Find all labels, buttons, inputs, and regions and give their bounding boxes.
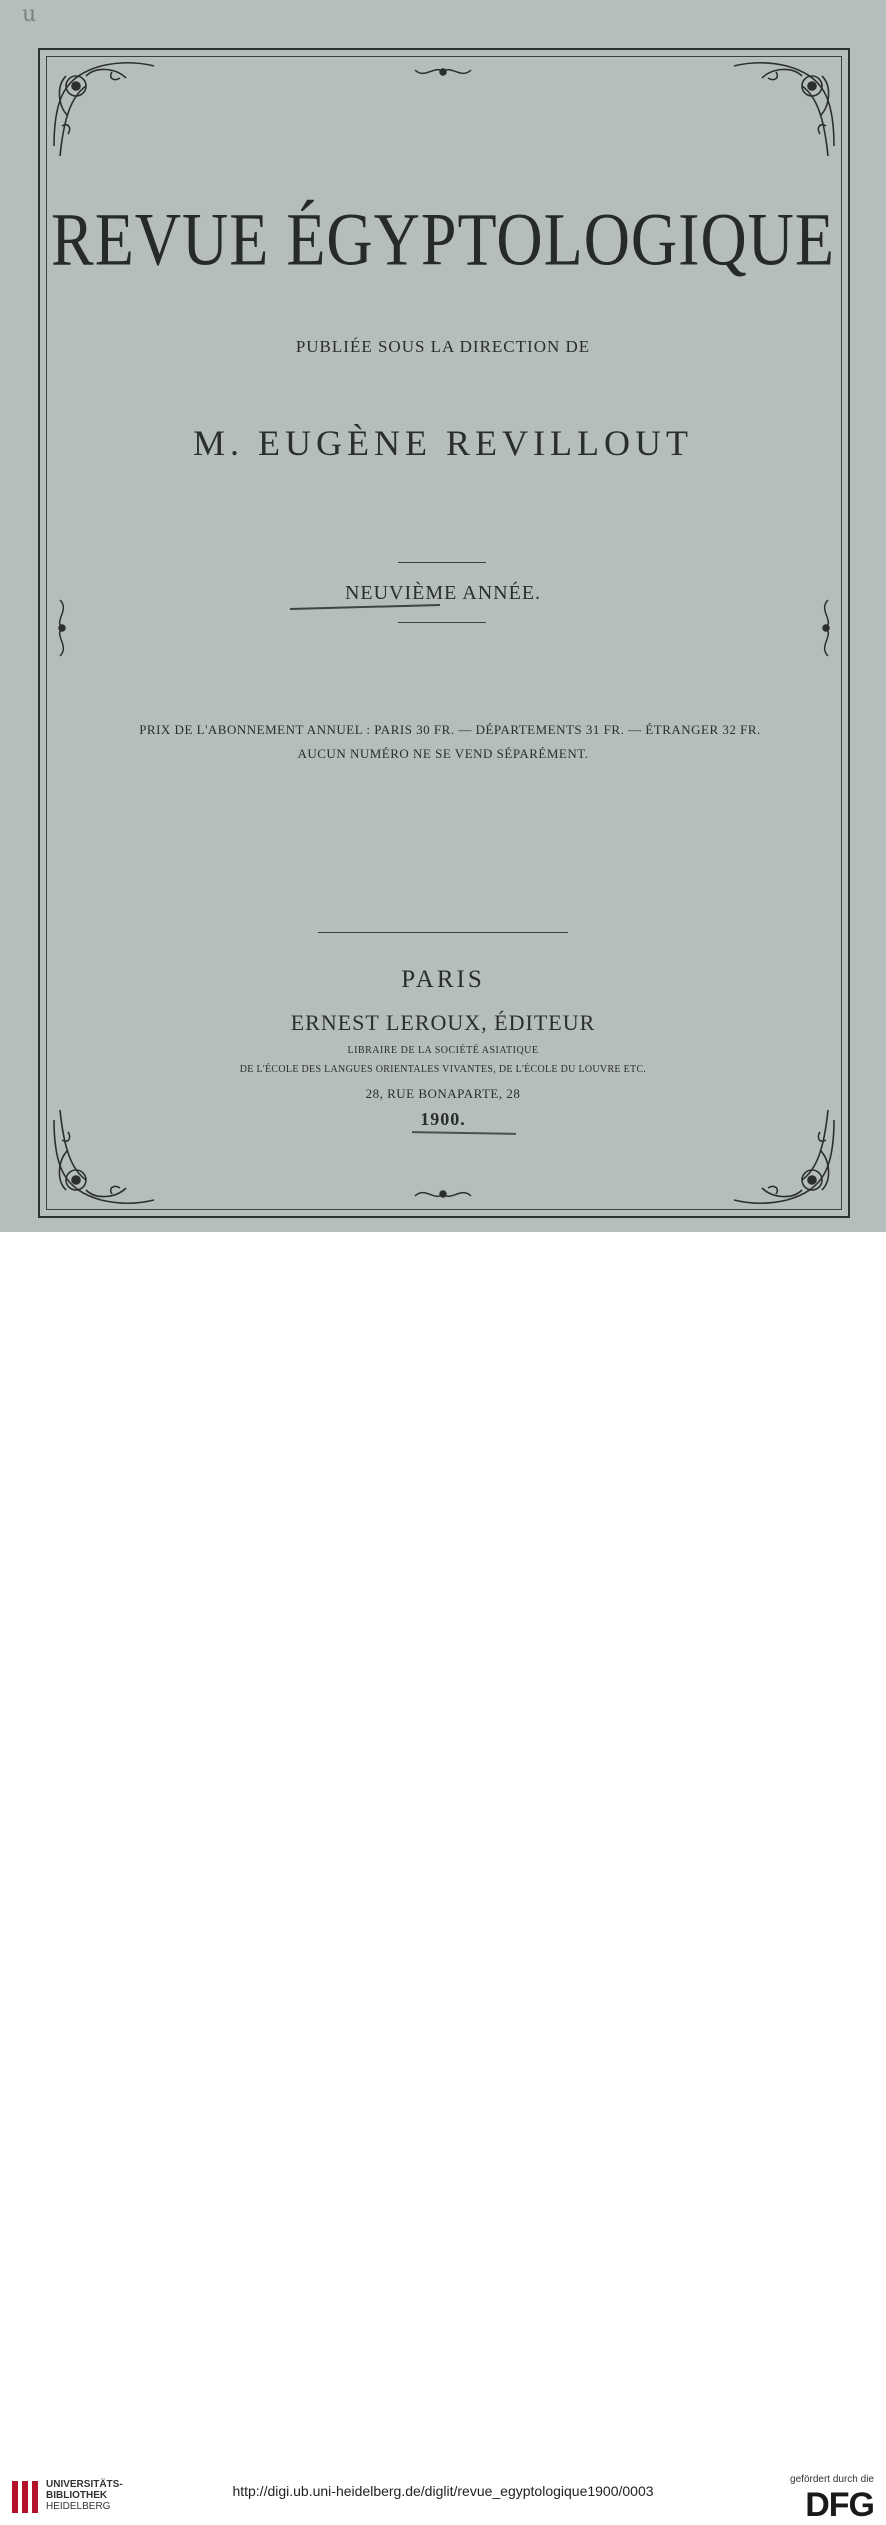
pencil-mark: u (22, 2, 37, 27)
divider-bottom (398, 622, 486, 623)
right-center-ornament-icon (816, 598, 836, 658)
top-center-ornament-icon (413, 62, 473, 82)
funding-label: gefördert durch die (790, 2474, 874, 2485)
library-name-line-1: UNIVERSITÄTS- (46, 2479, 123, 2490)
edition-label: NEUVIÈME ANNÉE. (344, 582, 542, 604)
imprint-line-1: LIBRAIRE DE LA SOCIÉTÉ ASIATIQUE (347, 1045, 539, 1056)
permalink-url[interactable]: http://digi.ub.uni-heidelberg.de/diglit/revue_egyptologique1900/0003 (232, 2483, 654, 2499)
dfg-logo[interactable]: DFG (805, 2486, 874, 2524)
imprint-city: PARIS (401, 966, 485, 993)
left-center-ornament-icon (52, 598, 72, 658)
journal-title: REVUE ÉGYPTOLOGIQUE (51, 197, 835, 281)
sales-notice: AUCUN NUMÉRO NE SE VEND SÉPARÉMENT. (297, 746, 589, 761)
direction-line: PUBLIÉE SOUS LA DIRECTION DE (295, 337, 591, 356)
imprint-line-2: DE L'ÉCOLE DES LANGUES ORIENTALES VIVANTES, DE L'ÉCOLE DU LOUVRE ETC. (239, 1064, 647, 1075)
library-name-line-3: HEIDELBERG (46, 2501, 111, 2512)
imprint-publisher: ERNEST LEROUX, ÉDITEUR (290, 1010, 596, 1035)
bottom-center-ornament-icon (413, 1184, 473, 1204)
editor-name: M. EUGÈNE REVILLOUT (193, 423, 693, 463)
library-name-line-2: BIBLIOTHEK (46, 2490, 108, 2501)
subscription-price: PRIX DE L'ABONNEMENT ANNUEL : PARIS 30 FR. — DÉPARTEMENTS 31 FR. — ÉTRANGER 32 FR. (139, 722, 761, 737)
imprint-divider (318, 932, 568, 933)
divider-top (398, 562, 486, 563)
corner-ornament-top-left-icon (46, 56, 156, 166)
imprint-address: 28, RUE BONAPARTE, 28 (365, 1086, 521, 1101)
corner-ornament-top-right-icon (732, 56, 842, 166)
viewer-footer (0, 1232, 886, 2524)
title-page (0, 0, 886, 1232)
imprint-year: 1900. (420, 1109, 466, 1129)
